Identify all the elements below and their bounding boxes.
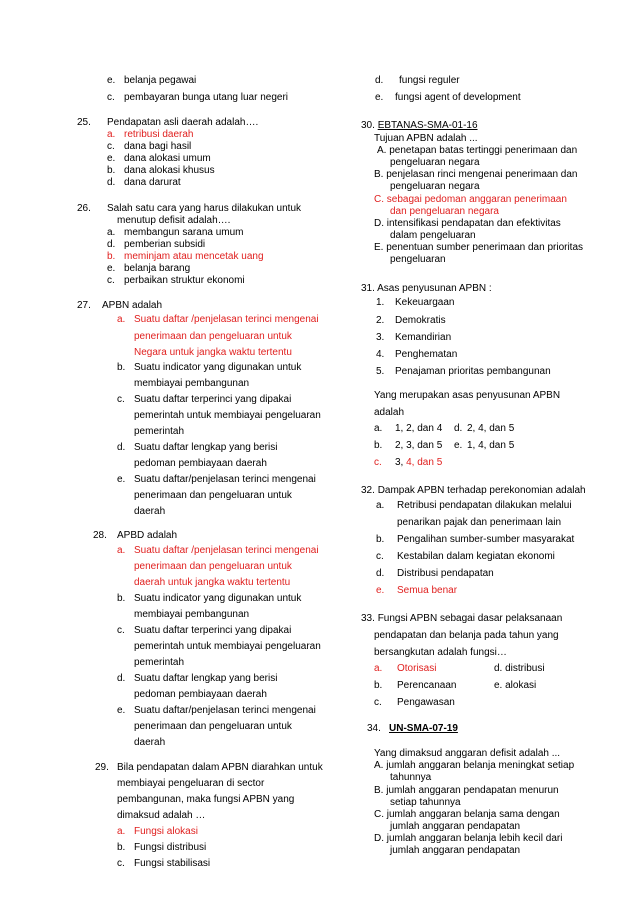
option-cont: pemerintah untuk membiayai pengeluaran [134,410,321,421]
option-line: a. 1, 2, dan 4 d. 2, 4, dan 5 [374,423,515,434]
question-text: bersangkutan adalah fungsi… [374,647,507,658]
question-source: UN-SMA-07-19 [389,723,458,734]
option-line: b. Fungsi distribusi [117,842,207,853]
option-line: b. dana alokasi khusus [107,165,215,176]
question-30: 30. EBTANAS-SMA-01-16 [361,120,478,131]
option-cont: pedoman pembiayaan daerah [134,689,267,700]
question-25: 25. Pendapatan asli daerah adalah…. [77,117,259,128]
option-line: b. Suatu indicator yang digunakan untuk [117,362,302,373]
option-line: d. fungsi reguler [375,75,460,86]
option-cont: membiayai pembangunan [134,609,250,620]
option-line: c. dana bagi hasil [107,141,192,152]
answer-option-cont: dan pengeluaran negara [390,206,499,217]
question-text: Yang merupakan asas penyusunan APBN [374,390,561,401]
option-line: e. belanja barang [107,263,191,274]
answer-option: a. Suatu daftar /penjelasan terinci mengenai [117,314,319,325]
option-line: e. dana alokasi umum [107,153,211,164]
question-26: 26. Salah satu cara yang harus dilakukan untuk [77,203,302,214]
question-34: 34. UN-SMA-07-19 [367,723,458,734]
option-line: d. Distribusi pendapatan [376,568,494,579]
answer-option: a. Suatu daftar /penjelasan terinci mengenai [117,545,319,556]
option-cont: pedoman pembiayaan daerah [134,458,267,469]
question-text: dimaksud adalah … [117,810,206,821]
option-line: a. Otorisasi d. distribusi [374,663,545,674]
option-line: d. dana darurat [107,177,181,188]
option-line: a. membangun sarana umum [107,227,244,238]
option-line: B. penjelasan rinci mengenai penerimaan dan [374,169,578,180]
option-line: E. penentuan sumber penerimaan dan prioritas [374,242,584,253]
answer-option-cont: daerah untuk jangka waktu tertentu [134,577,291,588]
option-line: c. perbaikan struktur ekonomi [107,275,245,286]
option-cont: pemerintah untuk membiayai pengeluaran [134,641,321,652]
option-cont: pengeluaran negara [390,157,480,168]
option-line: C. jumlah anggaran belanja sama dengan [374,809,560,820]
option-line: D. jumlah anggaran belanja lebih kecil dari [374,833,563,844]
question-text: adalah [374,407,405,418]
option-line: A. jumlah anggaran belanja meningkat setiap [374,760,575,771]
answer-option: a. retribusi daerah [107,129,194,140]
option-line: D. intensifikasi pendapatan dan efektivitas [374,218,561,229]
option-line: e. fungsi agent of development [375,92,521,103]
option-cont: pemerintah [134,657,185,668]
list-item: 3. Kemandirian [376,332,452,343]
option-line: e. belanja pegawai [107,75,197,86]
option-cont: daerah [134,737,166,748]
question-27: 27. APBN adalah [77,300,163,311]
option-line: c. Suatu daftar terperinci yang dipakai [117,625,292,636]
list-item: 4. Penghematan [376,349,458,360]
question-28: 28. APBD adalah [93,530,178,541]
question-text: Tujuan APBN adalah ... [374,133,478,144]
option-line: b. 2, 3, dan 5 e. 1, 4, dan 5 [374,440,515,451]
option-cont: pemerintah [134,426,185,437]
option-line: A. penetapan batas tertinggi penerimaan dan [377,145,578,156]
option-cont: pengeluaran [390,254,446,265]
option-line: c. Kestabilan dalam kegiatan ekonomi [376,551,555,562]
question-29: 29. Bila pendapatan dalam APBN diarahkan untuk [95,762,323,773]
option-line: b. Suatu indicator yang digunakan untuk [117,593,302,604]
option-line: c. pembayaran bunga utang luar negeri [107,92,289,103]
question-source: EBTANAS-SMA-01-16 [377,120,478,131]
answer-option: e. Semua benar [376,585,458,596]
list-item: 2. Demokratis [376,315,446,326]
question-text: membiayai pengeluaran di sector [117,778,265,789]
option-line: b. Perencanaan e. alokasi [374,680,537,691]
question-31: 31. Asas penyusunan APBN : [361,283,492,294]
question-33: 33. Fungsi APBN sebagai dasar pelaksanaan [361,613,563,624]
option-line: B. jumlah anggaran pendapatan menurun [374,785,559,796]
option-cont: penerimaan dan pengeluaran untuk [134,490,292,501]
option-line: d. Suatu daftar lengkap yang berisi [117,673,278,684]
option-line: e. Suatu daftar/penjelasan terinci mengenai [117,705,316,716]
option-cont: tahunnya [390,772,432,783]
option-line: d. pemberian subsidi [107,239,206,250]
answer-option: b. meminjam atau mencetak uang [107,251,264,262]
option-cont: setiap tahunnya [390,797,461,808]
answer-option-cont: Negara untuk jangka waktu tertentu [134,347,292,358]
option-line: b. Pengalihan sumber-sumber masyarakat [376,534,575,545]
answer-option: c. 3, 4, dan 5 [374,457,443,468]
option-cont: jumlah anggaran pendapatan [390,845,521,856]
option-line: c. Fungsi stabilisasi [117,858,211,869]
question-text: pembangunan, maka fungsi APBN yang [117,794,295,805]
option-line: e. Suatu daftar/penjelasan terinci mengenai [117,474,316,485]
option-cont: jumlah anggaran pendapatan [390,821,521,832]
list-item: 1. Kekeuargaan [376,297,455,308]
option-cont: membiayai pembangunan [134,378,250,389]
answer-option: C. sebagai pedoman anggaran penerimaan [374,194,567,205]
option-line: d. Suatu daftar lengkap yang berisi [117,442,278,453]
answer-option-cont: penerimaan dan pengeluaran untuk [134,561,292,572]
option-line: a. Retribusi pendapatan dilakukan melalui [376,500,572,511]
question-32: 32. Dampak APBN terhadap perekonomian adalah [361,485,586,496]
option-line: c. Suatu daftar terperinci yang dipakai [117,394,292,405]
list-item: 5. Penajaman prioritas pembangunan [376,366,551,377]
option-cont: penerimaan dan pengeluaran untuk [134,721,292,732]
option-cont: daerah [134,506,166,517]
question-text: menutup defisit adalah…. [117,215,231,226]
option-cont: penarikan pajak dan penerimaan lain [397,517,562,528]
option-cont: dalam pengeluaran [390,230,476,241]
question-text: Yang dimaksud anggaran defisit adalah ... [374,748,561,759]
answer-option: a. Fungsi alokasi [117,826,198,837]
option-line: c. Pengawasan [374,697,455,708]
question-text: pendapatan dan belanja pada tahun yang [374,630,559,641]
answer-option-cont: penerimaan dan pengeluaran untuk [134,331,292,342]
option-cont: pengeluaran negara [390,181,480,192]
